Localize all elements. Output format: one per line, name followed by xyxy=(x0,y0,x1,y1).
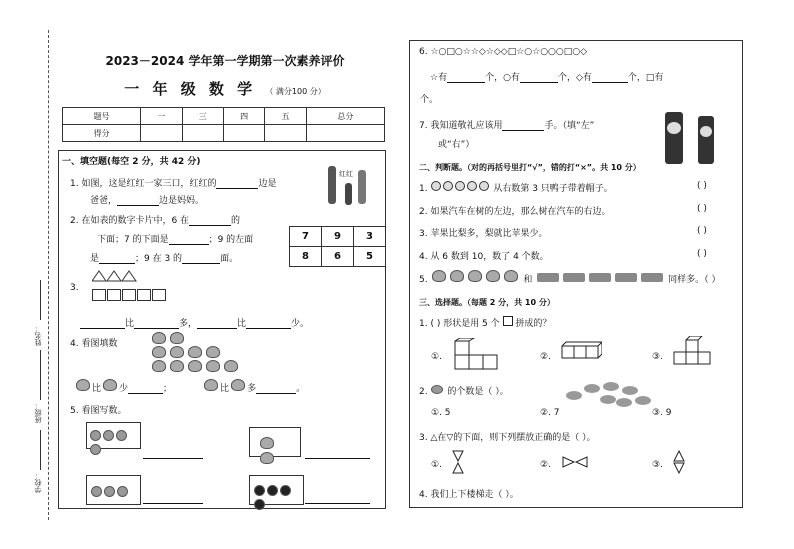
choice-text: 2. xyxy=(419,387,428,397)
q1-text xyxy=(70,176,276,189)
choice-1-option-b[interactable]: ②. xyxy=(540,352,551,362)
choice-2-option-c[interactable]: ③. 9 xyxy=(652,408,672,418)
exam-subject xyxy=(60,78,390,99)
judge-5 xyxy=(419,270,720,285)
judge-paren-1[interactable]: ( ) xyxy=(697,181,707,191)
apple-icon xyxy=(103,430,114,441)
q4-part: 比 xyxy=(92,384,102,394)
q4-blank-1[interactable] xyxy=(128,385,163,394)
cube-icon xyxy=(503,316,513,326)
choice-3-option-b[interactable]: ②. xyxy=(540,460,551,470)
score-header-cell: 四 xyxy=(223,108,264,125)
judge-paren-2[interactable]: ( ) xyxy=(697,204,707,214)
choice-text: 的个数是（ ）。 xyxy=(447,387,509,397)
q3-answer-line xyxy=(80,316,309,329)
ellipse-shape xyxy=(584,384,600,393)
q4-part: 比 xyxy=(220,384,230,394)
number-card: 6 xyxy=(322,247,354,267)
choice-1-option-c[interactable]: ③. xyxy=(652,352,663,362)
score-input-cell[interactable] xyxy=(223,125,264,142)
q2-part: 下面；7 的下面是 xyxy=(97,235,169,245)
apple-icon xyxy=(254,499,265,510)
number-card: 9 xyxy=(322,227,354,247)
choice-1-option-a[interactable]: ①. xyxy=(431,352,442,362)
duck-icon xyxy=(443,181,453,191)
class-line[interactable] xyxy=(40,350,41,400)
bus-icon xyxy=(641,273,663,282)
q6-blank-2[interactable] xyxy=(520,74,558,83)
cube-shape-a xyxy=(453,338,505,373)
bus-icon xyxy=(563,273,585,282)
face-icon xyxy=(667,122,681,134)
choice-text: 1. ( ) 形状是用 5 个 xyxy=(419,319,500,329)
bird-rows xyxy=(150,332,240,374)
triangle-shapes xyxy=(92,270,152,282)
binding-margin xyxy=(0,0,52,549)
choice-4: 4. 我们上下楼梯走（ ）。 xyxy=(419,490,519,500)
q7-part: 手。（填“左” xyxy=(544,121,595,131)
square-shapes xyxy=(92,289,172,301)
bird-row xyxy=(150,360,240,374)
q2-text-line3 xyxy=(90,251,238,264)
bird-icon xyxy=(206,360,220,372)
q2-part: 是 xyxy=(90,254,100,264)
apple-box-1 xyxy=(86,422,141,449)
side-triangle-icon xyxy=(562,456,588,468)
bird-icon xyxy=(103,379,117,391)
q1-part: 边是妈妈。 xyxy=(159,196,205,206)
score-header-cell: 一 xyxy=(141,108,182,125)
judge-text: 从右数第 3 只鸭子带着帽子。 xyxy=(493,184,613,194)
bird-icon xyxy=(170,360,184,372)
q6-part: 个，○有 xyxy=(485,73,520,83)
judge-paren-3[interactable]: ( ) xyxy=(697,226,707,236)
q7-text xyxy=(419,118,594,131)
q4-part: ； xyxy=(163,384,173,394)
number-card: 7 xyxy=(290,227,322,247)
binding-dashed-line xyxy=(48,30,49,520)
apple-icon xyxy=(90,430,101,441)
chick-icon xyxy=(260,452,274,464)
judge-text: 和 xyxy=(523,275,533,285)
bird-row xyxy=(150,346,240,360)
q7-part: 7. 我知道敬礼应该用 xyxy=(419,121,503,131)
q1-part: 边是 xyxy=(258,179,277,189)
name-label: 姓名： xyxy=(34,325,42,346)
cube-shape-b xyxy=(560,340,602,371)
score-header-cell: 总分 xyxy=(306,108,384,125)
q2-part: ；9 在 3 的 xyxy=(135,254,183,264)
number-card: 8 xyxy=(290,247,322,267)
bird-icon xyxy=(170,332,184,344)
choice-1 xyxy=(419,316,551,329)
score-header-cell: 五 xyxy=(265,108,306,125)
apple-icon xyxy=(116,430,127,441)
ellipse-shape xyxy=(600,395,616,404)
bird-icon xyxy=(231,379,245,391)
class-label: 班级： xyxy=(34,402,42,423)
choice-2 xyxy=(419,384,509,397)
duck-icon xyxy=(467,181,477,191)
duck-icon xyxy=(431,181,441,191)
q2-part: 面。 xyxy=(220,254,239,264)
duck-icon xyxy=(455,181,465,191)
q3-blank-1[interactable] xyxy=(80,320,125,329)
judge-1 xyxy=(419,181,613,194)
ellipse-shape xyxy=(635,396,651,405)
cube-figure-icon xyxy=(560,340,602,368)
q4-text: 4. 看图填数 xyxy=(70,339,118,349)
bird-icon xyxy=(76,379,90,391)
fruit-icon xyxy=(117,486,128,497)
choice-3-option-c[interactable]: ③. xyxy=(652,460,663,470)
child-tag: 红红 xyxy=(339,170,353,178)
score-header-cell: 三 xyxy=(182,108,223,125)
score-input-cell[interactable] xyxy=(306,125,384,142)
judge-paren-4[interactable]: ( ) xyxy=(697,249,707,259)
exam-title: 2023－2024 学年第一学期第一次素养评价 xyxy=(105,54,345,68)
q1-text-line2 xyxy=(90,193,204,206)
bus-icon xyxy=(589,273,611,282)
ellipse-shape xyxy=(622,386,638,395)
ellipse-shape xyxy=(616,398,632,407)
squirrel-icon xyxy=(432,270,446,282)
number-card: 5 xyxy=(354,247,386,267)
choice-2-option-b[interactable]: ②. 7 xyxy=(540,408,560,418)
q5-text: 5. 看图写数。 xyxy=(70,406,127,416)
duck-icon xyxy=(479,181,489,191)
section2-heading: 二、判断题。（对的再括号里打“√”，错的打“×”。共 10 分） xyxy=(419,163,641,172)
score-input-cell[interactable] xyxy=(265,125,306,142)
q3-part: 少。 xyxy=(291,319,310,329)
q1-blank-2[interactable] xyxy=(117,197,159,206)
bird-icon xyxy=(152,332,166,344)
bird-icon xyxy=(188,360,202,372)
q5-blank-2[interactable] xyxy=(305,458,370,459)
squirrel-icon xyxy=(450,270,464,282)
q6-blank-1[interactable] xyxy=(447,74,485,83)
triangle-option-c xyxy=(673,450,685,477)
apple-icon xyxy=(90,444,101,455)
judge-text: 同样多。（ ） xyxy=(668,275,721,285)
ellipse-icon xyxy=(431,385,443,394)
apple-icon xyxy=(280,485,291,496)
judge-2: 2. 如果汽车在树的左边，那么树在汽车的右边。 xyxy=(419,207,611,217)
chick-box xyxy=(249,427,301,457)
q1-part: 1. 如图，这是红红一家三口，红红的 xyxy=(70,179,217,189)
q5-blank-3[interactable] xyxy=(143,503,203,504)
q2-blank-1[interactable] xyxy=(189,217,231,226)
q5-blank-4[interactable] xyxy=(305,503,370,504)
cube-figure-icon xyxy=(453,338,505,370)
score-header-cell: 题号 xyxy=(63,108,141,125)
q6-part: 个，◇有 xyxy=(557,73,592,83)
squirrel-icon xyxy=(504,270,518,282)
fruit-box xyxy=(86,475,141,505)
judge-3: 3. 苹果比梨多，梨就比苹果少。 xyxy=(419,229,548,239)
father-figure xyxy=(328,166,336,204)
q3-number: 3. xyxy=(70,283,79,293)
choice-text: 拼成的？ xyxy=(515,319,552,329)
bird-icon xyxy=(224,360,238,372)
subject-name: 一 年 级 数 学 xyxy=(124,80,257,98)
choice-3: 3. △在▽的下面，则下列摆放正确的是（ ）。 xyxy=(419,433,596,443)
q3-part: 比 xyxy=(237,319,247,329)
q6-shapes: 6. ☆○□○☆☆◇☆◇◇□☆○☆○○○□○◇ xyxy=(419,47,588,57)
fruit-icon xyxy=(104,486,115,497)
bus-icon xyxy=(615,273,637,282)
bird-icon xyxy=(206,346,220,358)
triangle-option-a xyxy=(452,450,464,477)
q3-blank-4[interactable] xyxy=(246,320,291,329)
number-card-grid xyxy=(289,226,386,267)
cube-shape-c xyxy=(672,336,720,373)
apple-icon xyxy=(267,485,278,496)
q2-text-line2 xyxy=(97,232,253,245)
q4-answer-line xyxy=(74,379,305,394)
q2-blank-3[interactable] xyxy=(99,255,135,264)
q4-blank-2[interactable] xyxy=(256,385,296,394)
section1-heading: 一、填空题(每空 2 分，共 42 分) xyxy=(62,157,201,167)
choice-3-option-a[interactable]: ①. xyxy=(431,460,442,470)
q3-blank-3[interactable] xyxy=(197,320,237,329)
score-row-label: 得分 xyxy=(63,125,141,142)
q3-part: 比 xyxy=(125,319,135,329)
triangles-row xyxy=(92,270,152,285)
bird-row xyxy=(150,332,240,346)
name-line[interactable] xyxy=(40,280,41,320)
section3-heading: 三、选择题。（每题 2 分，共 10 分） xyxy=(419,298,555,307)
q6-blank-3[interactable] xyxy=(592,74,628,83)
bus-icon xyxy=(537,273,559,282)
q1-part: 爸爸， xyxy=(90,196,118,206)
school-line[interactable] xyxy=(40,430,41,470)
stacked-triangle-icon xyxy=(452,450,464,474)
triangle-option-b xyxy=(562,456,588,471)
stacked-triangle-icon xyxy=(673,450,685,474)
bird-icon xyxy=(152,346,166,358)
q5-blank-1[interactable] xyxy=(143,458,203,459)
q4-part: 少 xyxy=(119,384,129,394)
q6-part: 个，□有 xyxy=(627,73,664,83)
q2-part: 的 xyxy=(231,216,241,226)
q2-blank-2[interactable] xyxy=(169,236,209,245)
number-card: 3 xyxy=(354,227,386,247)
q6-part: 个。 xyxy=(420,95,439,105)
police-figure xyxy=(665,112,683,164)
chick-icon xyxy=(260,437,274,449)
full-score: （ 满分100 分） xyxy=(265,87,326,96)
q4-part: 多 xyxy=(247,384,257,394)
score-table xyxy=(62,107,385,142)
face-icon xyxy=(700,126,712,137)
squares-row xyxy=(92,289,172,304)
bird-icon xyxy=(204,379,218,391)
score-input-cell[interactable] xyxy=(182,125,223,142)
apple-icon xyxy=(254,485,265,496)
q2-blank-4[interactable] xyxy=(182,255,220,264)
judge-number: 1. xyxy=(419,184,428,194)
q4-part: 。 xyxy=(296,384,306,394)
squirrel-icon xyxy=(468,270,482,282)
cube-figure-icon xyxy=(672,336,720,370)
ellipse-shape xyxy=(603,382,619,391)
judge-number: 5. xyxy=(419,275,428,285)
q6-answer-end xyxy=(420,92,438,105)
school-label: 学校： xyxy=(34,472,42,493)
bird-icon xyxy=(152,360,166,372)
q3-blank-2[interactable] xyxy=(134,320,179,329)
score-input-cell[interactable] xyxy=(141,125,182,142)
q2-part: 2. 在如表的数字卡片中，6 在 xyxy=(70,216,190,226)
q6-part: ☆有 xyxy=(430,73,448,83)
black-apple-box xyxy=(249,475,304,505)
fruit-icon xyxy=(91,486,102,497)
q3-part: 多， xyxy=(179,319,198,329)
q7-blank[interactable] xyxy=(502,122,544,131)
police-figure xyxy=(698,116,714,164)
q2-text xyxy=(70,213,240,226)
bird-icon xyxy=(188,346,202,358)
ellipse-shape xyxy=(566,391,582,400)
q2-part: ；9 的左面 xyxy=(208,235,254,245)
q7-text-line2: 或“右”） xyxy=(438,140,475,150)
squirrel-icon xyxy=(486,270,500,282)
child-figure xyxy=(345,183,352,205)
q1-blank-1[interactable] xyxy=(216,180,258,189)
choice-2-option-a[interactable]: ①. 5 xyxy=(431,408,451,418)
bird-icon xyxy=(170,346,184,358)
mother-figure xyxy=(358,170,366,204)
q6-answer xyxy=(430,70,663,83)
judge-4: 4. 从 6 数到 10，数了 4 个数。 xyxy=(419,252,549,262)
